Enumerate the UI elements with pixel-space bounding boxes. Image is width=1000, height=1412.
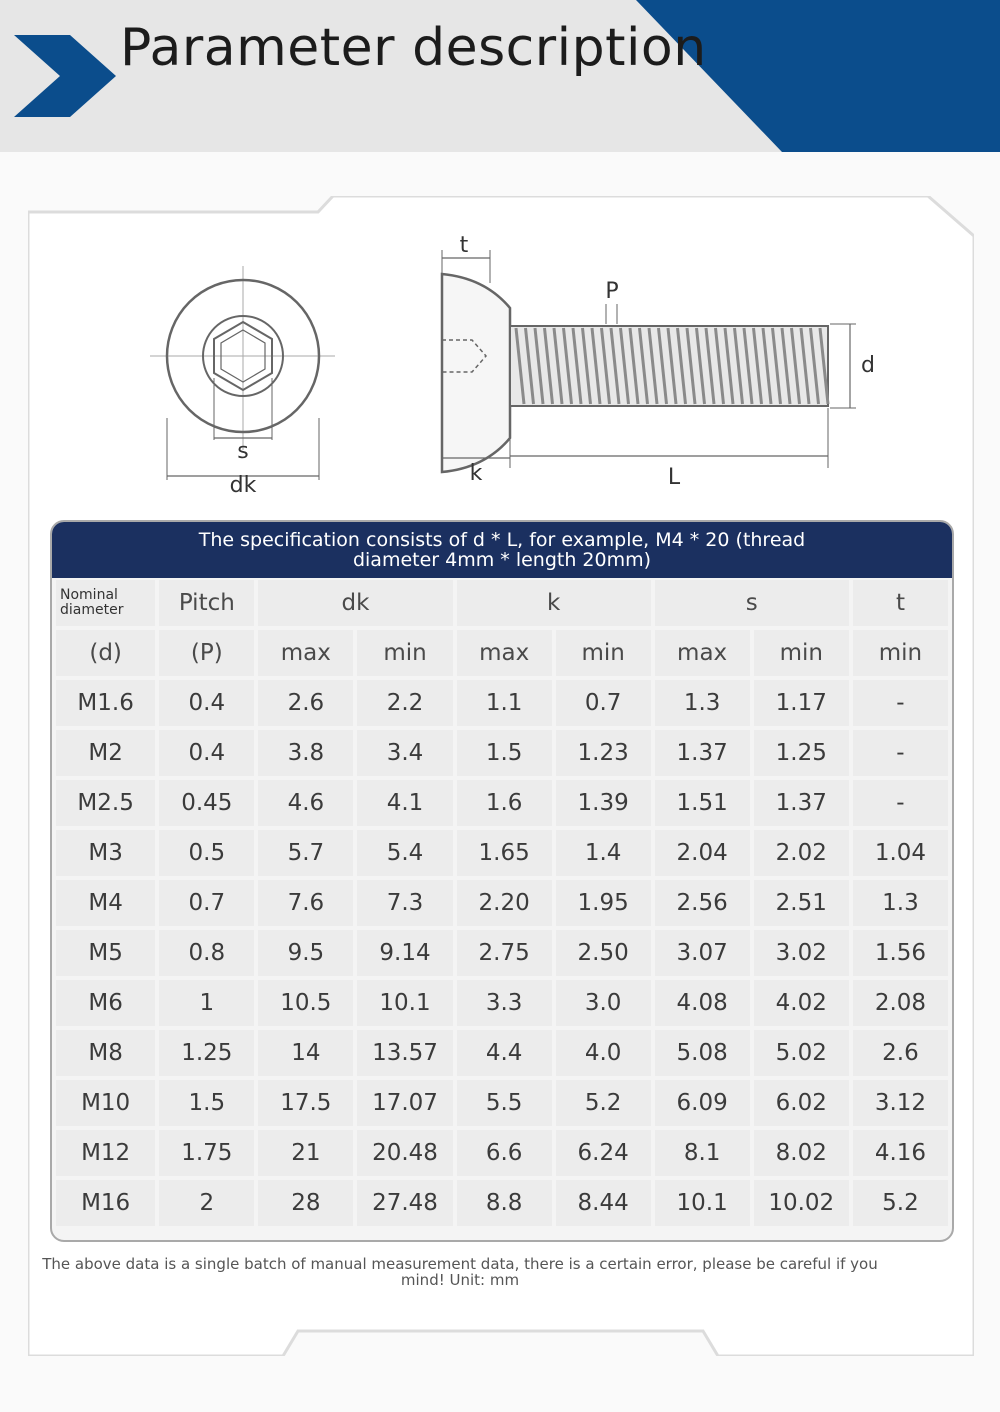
table-cell: 2.56 xyxy=(655,880,750,926)
table-cell: 7.3 xyxy=(357,880,452,926)
header-dk-min: min xyxy=(357,630,452,676)
table-cell: 2.51 xyxy=(754,880,849,926)
dim-label-dk: dk xyxy=(229,473,257,498)
table-cell: 4.16 xyxy=(853,1130,948,1176)
table-cell: 1.56 xyxy=(853,930,948,976)
table-cell: 5.2 xyxy=(556,1080,651,1126)
table-cell: 10.02 xyxy=(754,1180,849,1226)
table-row xyxy=(56,980,948,1026)
table-cell: M2.5 xyxy=(56,780,155,826)
chevron-right-icon xyxy=(14,35,116,117)
table-row xyxy=(56,880,948,926)
table-cell: 5.4 xyxy=(357,830,452,876)
page-title: Parameter description xyxy=(120,18,707,78)
table-cell: 6.09 xyxy=(655,1080,750,1126)
header-k-max: max xyxy=(457,630,552,676)
table-cell: 6.24 xyxy=(556,1130,651,1176)
table-cell: 27.48 xyxy=(357,1180,452,1226)
table-row xyxy=(56,830,948,876)
table-cell: M1.6 xyxy=(56,680,155,726)
table-cell: 9.5 xyxy=(258,930,353,976)
table-cell: 10.5 xyxy=(258,980,353,1026)
spec-table xyxy=(52,576,952,1230)
spec-table-container xyxy=(50,520,954,1242)
table-cell: 1.6 xyxy=(457,780,552,826)
table-cell: 8.8 xyxy=(457,1180,552,1226)
table-cell: 14 xyxy=(258,1030,353,1076)
header-d: (d) xyxy=(56,630,155,676)
table-cell: 1.39 xyxy=(556,780,651,826)
table-cell: 17.07 xyxy=(357,1080,452,1126)
table-cell: 2.75 xyxy=(457,930,552,976)
table-cell: 10.1 xyxy=(655,1180,750,1226)
table-cell: 1.37 xyxy=(754,780,849,826)
dim-label-t: t xyxy=(459,233,469,258)
table-cell: 1.3 xyxy=(853,880,948,926)
table-cell: 4.0 xyxy=(556,1030,651,1076)
table-cell: 5.5 xyxy=(457,1080,552,1126)
table-row xyxy=(56,780,948,826)
header-s-min: min xyxy=(754,630,849,676)
screw-diagram xyxy=(130,228,890,508)
note-line-1: The above data is a single batch of manual measurement data, there is a certain error, please be careful if you xyxy=(42,1255,878,1273)
table-cell: 2.50 xyxy=(556,930,651,976)
table-cell: M12 xyxy=(56,1130,155,1176)
header-p: (P) xyxy=(159,630,254,676)
dim-label-p: P xyxy=(605,279,619,304)
table-cell: M16 xyxy=(56,1180,155,1226)
table-cell: 28 xyxy=(258,1180,353,1226)
table-cell: 8.1 xyxy=(655,1130,750,1176)
table-cell: 1 xyxy=(159,980,254,1026)
table-cell: 1.5 xyxy=(457,730,552,776)
table-cell: 3.4 xyxy=(357,730,452,776)
table-cell: 0.7 xyxy=(556,680,651,726)
header-row-2 xyxy=(56,630,948,676)
table-cell: 1.25 xyxy=(754,730,849,776)
table-cell: - xyxy=(853,680,948,726)
table-cell: 1.4 xyxy=(556,830,651,876)
table-cell: 4.6 xyxy=(258,780,353,826)
table-cell: 1.1 xyxy=(457,680,552,726)
table-cell: M8 xyxy=(56,1030,155,1076)
banner-line-2: diameter 4mm * length 20mm) xyxy=(352,549,652,571)
table-cell: 1.5 xyxy=(159,1080,254,1126)
table-cell: 9.14 xyxy=(357,930,452,976)
table-row xyxy=(56,730,948,776)
table-row xyxy=(56,680,948,726)
header-t-min: min xyxy=(853,630,948,676)
dim-label-s: s xyxy=(237,439,249,464)
table-cell: 4.02 xyxy=(754,980,849,1026)
table-cell: 2.6 xyxy=(258,680,353,726)
table-cell: 1.25 xyxy=(159,1030,254,1076)
table-cell: 4.4 xyxy=(457,1030,552,1076)
table-cell: 3.07 xyxy=(655,930,750,976)
table-cell: 5.02 xyxy=(754,1030,849,1076)
table-cell: 4.1 xyxy=(357,780,452,826)
table-cell: 3.0 xyxy=(556,980,651,1026)
table-cell: 0.4 xyxy=(159,680,254,726)
header-t: t xyxy=(853,580,948,626)
header-dk: dk xyxy=(258,580,452,626)
header-nominal xyxy=(56,580,155,626)
header-k-min: min xyxy=(556,630,651,676)
table-cell: 2.08 xyxy=(853,980,948,1026)
table-cell: 0.4 xyxy=(159,730,254,776)
spec-table-body xyxy=(56,680,948,1226)
table-cell: 1.51 xyxy=(655,780,750,826)
dim-label-d: d xyxy=(861,353,875,378)
table-cell: 0.45 xyxy=(159,780,254,826)
table-cell: 2.6 xyxy=(853,1030,948,1076)
table-row xyxy=(56,1080,948,1126)
table-cell: M5 xyxy=(56,930,155,976)
header-s-max: max xyxy=(655,630,750,676)
table-cell: 10.1 xyxy=(357,980,452,1026)
table-row xyxy=(56,1130,948,1176)
header-s: s xyxy=(655,580,849,626)
table-cell: M4 xyxy=(56,880,155,926)
table-row xyxy=(56,1180,948,1226)
table-cell: M10 xyxy=(56,1080,155,1126)
table-cell: 13.57 xyxy=(357,1030,452,1076)
table-cell: 1.75 xyxy=(159,1130,254,1176)
header-dk-max: max xyxy=(258,630,353,676)
table-cell: 1.04 xyxy=(853,830,948,876)
table-cell: 8.44 xyxy=(556,1180,651,1226)
table-cell: 3.3 xyxy=(457,980,552,1026)
table-cell: 1.37 xyxy=(655,730,750,776)
spec-banner xyxy=(52,522,952,578)
table-cell: 17.5 xyxy=(258,1080,353,1126)
table-cell: M2 xyxy=(56,730,155,776)
table-cell: 3.12 xyxy=(853,1080,948,1126)
table-cell: 0.8 xyxy=(159,930,254,976)
table-cell: 2.02 xyxy=(754,830,849,876)
table-cell: 5.7 xyxy=(258,830,353,876)
table-cell: 8.02 xyxy=(754,1130,849,1176)
table-cell: 6.02 xyxy=(754,1080,849,1126)
table-cell: 2.20 xyxy=(457,880,552,926)
table-row xyxy=(56,1030,948,1076)
table-cell: 1.95 xyxy=(556,880,651,926)
table-cell: - xyxy=(853,780,948,826)
table-cell: 0.7 xyxy=(159,880,254,926)
table-cell: 1.17 xyxy=(754,680,849,726)
table-cell: 5.2 xyxy=(853,1180,948,1226)
table-row xyxy=(56,930,948,976)
table-cell: 20.48 xyxy=(357,1130,452,1176)
measurement-note xyxy=(30,1256,890,1288)
table-cell: 1.3 xyxy=(655,680,750,726)
header-nominal-line1: Nominal xyxy=(60,587,118,603)
table-cell: 1.23 xyxy=(556,730,651,776)
header-nominal-line2: diameter xyxy=(60,602,124,618)
table-cell: 1.65 xyxy=(457,830,552,876)
table-cell: 0.5 xyxy=(159,830,254,876)
note-line-2: mind! Unit: mm xyxy=(400,1271,520,1289)
table-cell: M3 xyxy=(56,830,155,876)
table-cell: 5.08 xyxy=(655,1030,750,1076)
table-cell: 2.04 xyxy=(655,830,750,876)
table-cell: 6.6 xyxy=(457,1130,552,1176)
banner-line-1: The specification consists of d * L, for example, M4 * 20 (thread xyxy=(198,529,806,551)
table-cell: 4.08 xyxy=(655,980,750,1026)
table-cell: 2.2 xyxy=(357,680,452,726)
table-cell: 7.6 xyxy=(258,880,353,926)
header-k: k xyxy=(457,580,651,626)
dim-label-l: L xyxy=(667,465,681,490)
header-row-1 xyxy=(56,580,948,626)
page-header xyxy=(0,0,1000,152)
table-cell: 2 xyxy=(159,1180,254,1226)
table-cell: 21 xyxy=(258,1130,353,1176)
table-cell: M6 xyxy=(56,980,155,1026)
table-cell: 3.8 xyxy=(258,730,353,776)
header-pitch: Pitch xyxy=(159,580,254,626)
dim-label-k: k xyxy=(469,461,483,486)
table-cell: - xyxy=(853,730,948,776)
table-cell: 3.02 xyxy=(754,930,849,976)
